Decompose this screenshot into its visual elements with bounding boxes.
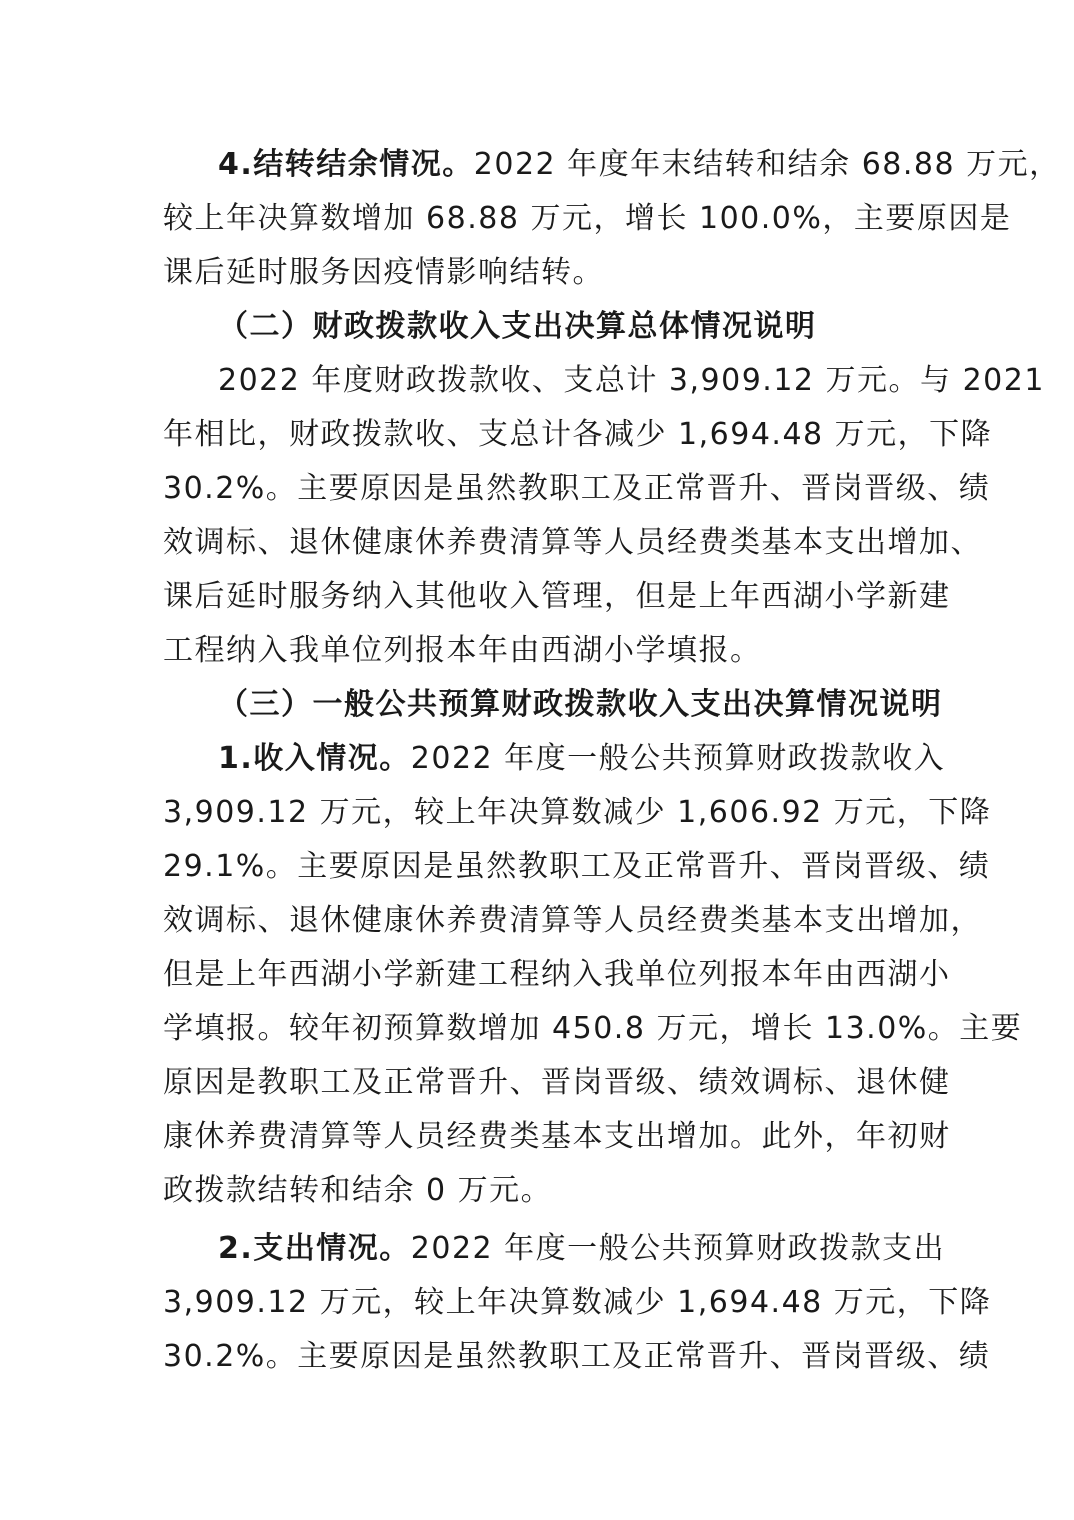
text-line: 30.2%。主要原因是虽然教职工及正常晋升、晋岗晋级、绩 <box>163 471 991 506</box>
text-line: 学填报。较年初预算数增加 450.8 万元，增长 13.0%。主要 <box>163 1011 1023 1046</box>
text-line: 原因是教职工及正常晋升、晋岗晋级、绩效调标、退休健 <box>163 1065 951 1100</box>
text-line: 课后延时服务纳入其他收入管理，但是上年西湖小学新建 <box>163 579 951 614</box>
text-line <box>218 145 1061 185</box>
section-heading: （三）一般公共预算财政拨款收入支出决算情况说明 <box>218 687 943 722</box>
subsection-title: 1.收入情况。 <box>218 741 411 776</box>
text-line: 康休养费清算等人员经费类基本支出增加。此外，年初财 <box>163 1119 951 1154</box>
text-line: 工程纳入我单位列报本年由西湖小学填报。 <box>163 633 762 668</box>
text-line: 29.1%。主要原因是虽然教职工及正常晋升、晋岗晋级、绩 <box>163 849 991 884</box>
text-line: 课后延时服务因疫情影响结转。 <box>163 255 604 290</box>
text-line: 较上年决算数增加 68.88 万元，增长 100.0%，主要原因是 <box>163 201 1012 236</box>
text-line <box>218 1229 945 1269</box>
text-line: 但是上年西湖小学新建工程纳入我单位列报本年由西湖小 <box>163 957 951 992</box>
text-line: 政拨款结转和结余 0 万元。 <box>163 1173 553 1208</box>
text-line: 2022 年度财政拨款收、支总计 3,909.12 万元。与 2021 <box>218 363 1045 398</box>
text-line <box>218 739 945 779</box>
text-line: 3,909.12 万元，较上年决算数减少 1,694.48 万元，下降 <box>163 1285 992 1320</box>
line-text: 2022 年度年末结转和结余 68.88 万元， <box>473 147 1061 182</box>
text-line: 年相比，财政拨款收、支总计各减少 1,694.48 万元，下降 <box>163 417 993 452</box>
line-text: 2022 年度一般公共预算财政拨款支出 <box>410 1231 946 1266</box>
text-line: 3,909.12 万元，较上年决算数减少 1,606.92 万元，下降 <box>163 795 992 830</box>
text-line: 效调标、退休健康休养费清算等人员经费类基本支出增加、 <box>163 525 982 560</box>
section-heading: （二）财政拨款收入支出决算总体情况说明 <box>218 309 817 344</box>
line-text: 2022 年度一般公共预算财政拨款收入 <box>410 741 946 776</box>
text-line: 效调标、退休健康休养费清算等人员经费类基本支出增加， <box>163 903 982 938</box>
subsection-title: 2.支出情况。 <box>218 1231 411 1266</box>
subsection-title: 4.结转结余情况。 <box>218 147 474 182</box>
text-line: 30.2%。主要原因是虽然教职工及正常晋升、晋岗晋级、绩 <box>163 1339 991 1374</box>
